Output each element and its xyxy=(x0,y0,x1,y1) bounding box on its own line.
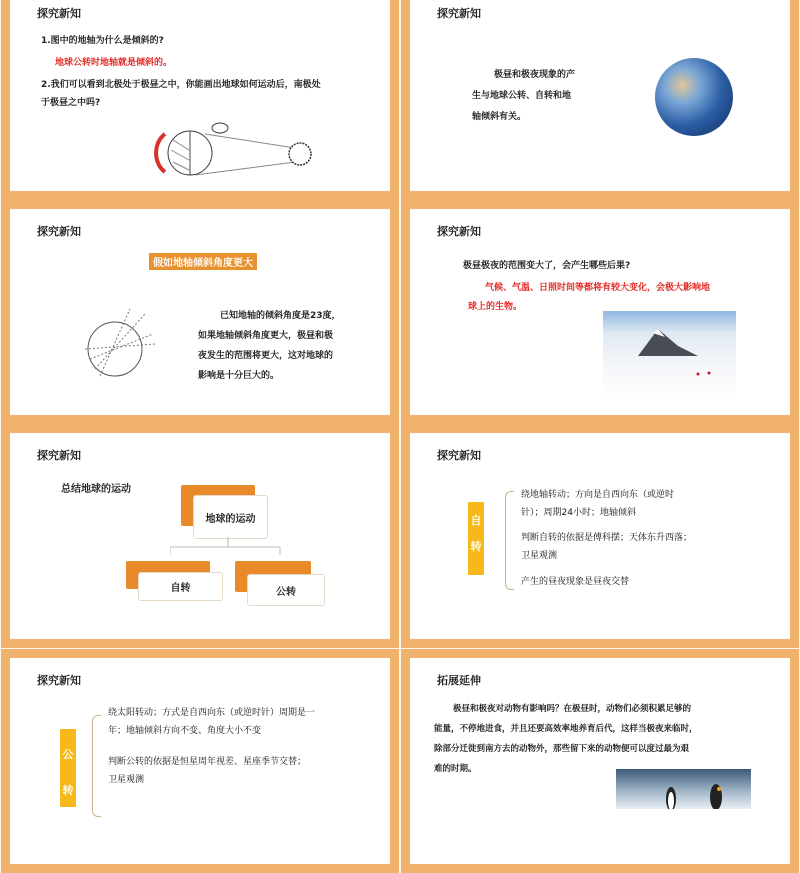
bracket xyxy=(92,715,101,817)
tree-connector-lines xyxy=(170,537,290,562)
bar-char-1: 公 xyxy=(62,748,74,761)
slide-thumbnail-1[interactable] xyxy=(1,0,399,200)
root-node: 地球的运动 xyxy=(193,495,268,539)
slide-thumbnail-4[interactable] xyxy=(401,200,799,424)
subtitle: 总结地球的运动 xyxy=(61,484,131,495)
slide-thumbnail-8[interactable] xyxy=(401,649,799,873)
bar-char-2: 转 xyxy=(470,540,482,553)
slide-title: 探究新知 xyxy=(437,7,481,20)
item-2-line-1: 判断自转的依据是傅科摆；天体东升西落； xyxy=(521,533,693,543)
question-1: 1.图中的地轴为什么是倾斜的? xyxy=(41,36,164,46)
item-1-line-1: 绕地轴转动；方向是自西向东（或逆时 xyxy=(521,490,675,500)
earth-globe-image xyxy=(655,58,733,136)
rotation-label-bar xyxy=(468,502,484,575)
node-rotation: 自转 xyxy=(138,572,223,601)
item-2-line-1: 判断公转的依据是恒星周年视差、星座季节交替； xyxy=(108,757,307,767)
bar-char-1: 自 xyxy=(470,514,482,527)
answer-1: 地球公转时地轴就是倾斜的。 xyxy=(55,58,173,68)
question-2-line-1: 2.我们可以看到北极处于极昼之中，你能画出地球如何运动后，南极处 xyxy=(41,80,321,90)
bracket xyxy=(505,491,514,590)
slide-thumbnail-2[interactable] xyxy=(401,0,799,200)
slide-title: 探究新知 xyxy=(37,225,81,238)
question-2-line-2: 于极昼之中吗? xyxy=(41,98,101,108)
item-3: 产生的昼夜现象是昼夜交替 xyxy=(521,577,630,587)
body-line-2: 生与地球公转、自转和地 xyxy=(472,91,572,101)
body-line-1: 已知地轴的倾斜角度是23度， xyxy=(220,311,341,321)
item-2-line-2: 卫星观测 xyxy=(521,551,558,561)
slide-title: 探究新知 xyxy=(437,225,481,238)
bar-char-2: 转 xyxy=(62,784,74,797)
revolution-label-bar xyxy=(60,729,76,807)
body-line-4: 影响是十分巨大的。 xyxy=(198,371,280,381)
tilted-earth-diagram xyxy=(75,304,160,384)
item-1-line-2: 年；地轴倾斜方向不变、角度大小不变 xyxy=(108,726,262,736)
item-1-line-1: 绕太阳转动；方式是自西向东（或逆时针）周期是一 xyxy=(108,708,316,718)
answer-line-2: 球上的生物。 xyxy=(468,302,523,312)
body-line-3: 夜发生的范围将更大，这对地球的 xyxy=(198,351,334,361)
question: 极昼极夜的范围变大了，会产生哪些后果? xyxy=(463,261,631,271)
snow-mountain-photo xyxy=(603,311,736,399)
slide-thumbnail-7[interactable] xyxy=(1,649,399,873)
body-line-2: 如果地轴倾斜角度更大，极昼和极 xyxy=(198,331,334,341)
item-2-line-2: 卫星观测 xyxy=(108,775,145,785)
body-line-3: 除部分迁徙到南方去的动物外，那些留下来的动物便可以度过最为艰 xyxy=(434,744,690,754)
body-line-4: 难的时期。 xyxy=(434,764,477,774)
penguins-photo xyxy=(616,769,751,809)
slide-thumbnail-5[interactable] xyxy=(1,424,399,648)
slide-title: 探究新知 xyxy=(437,449,481,462)
body-line-2: 能量，不停地进食，并且还要高效率地养育后代，这样当极夜来临时， xyxy=(434,724,698,734)
slide-thumbnail-3[interactable] xyxy=(1,200,399,424)
body-line-1: 极昼和极夜现象的产 xyxy=(494,70,576,80)
slide-title: 探究新知 xyxy=(37,449,81,462)
earth-orbit-illustration xyxy=(145,120,325,180)
slide-title: 探究新知 xyxy=(37,7,81,20)
slide-title: 探究新知 xyxy=(37,674,81,687)
body-line-1: 极昼和极夜对动物有影响吗？在极昼时，动物们必须积累足够的 xyxy=(453,704,692,714)
item-1-line-2: 针）；周期24小时；地轴倾斜 xyxy=(521,508,636,518)
slide-thumbnail-6[interactable] xyxy=(401,424,799,648)
heading-tag: 假如地轴倾斜角度更大 xyxy=(149,253,257,270)
body-line-3: 轴倾斜有关。 xyxy=(472,112,527,122)
slide-title: 拓展延伸 xyxy=(437,674,481,687)
node-revolution: 公转 xyxy=(247,574,325,606)
answer-line-1: 气候、气温、日照时间等都将有较大变化，会极大影响地 xyxy=(485,283,711,293)
